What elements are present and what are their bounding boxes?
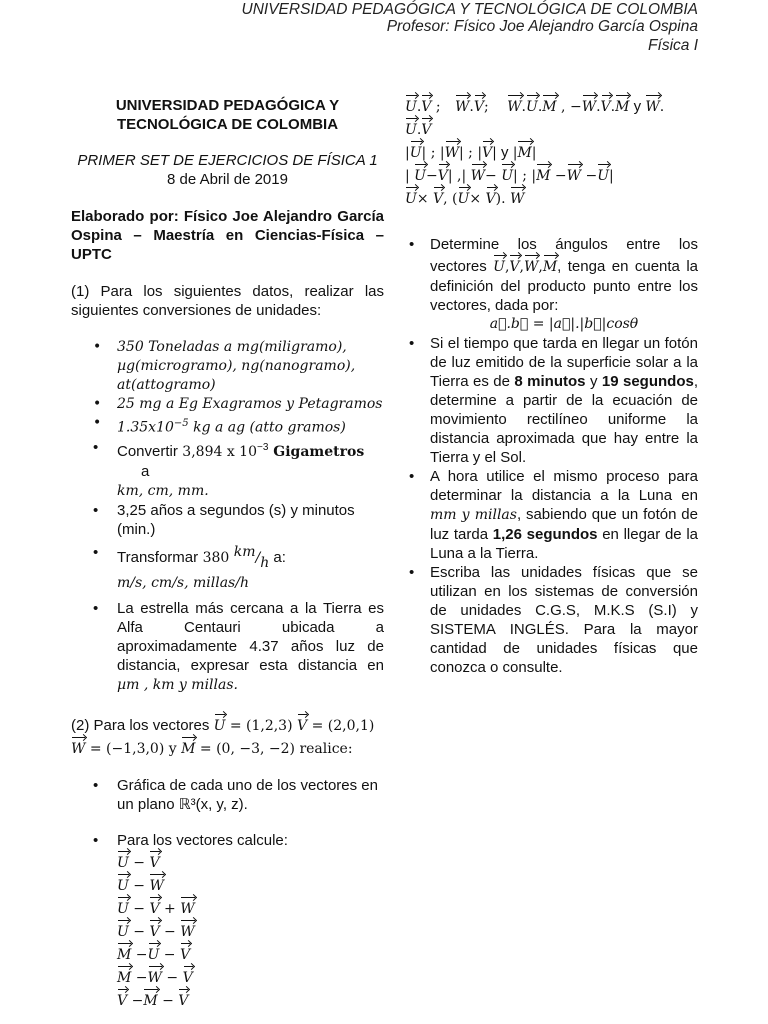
conversion-list: [71, 338, 384, 695]
list-item: [405, 334, 698, 467]
item-kg-rest: kg a ag (atto gramos): [188, 419, 346, 436]
list-item: [71, 831, 384, 1011]
vector-m-value: = (0, −3, −2) realice:: [195, 740, 353, 757]
sun-seconds: 19 segundos: [601, 373, 694, 390]
moon-text-c: en llegar de la Luna a la Tierra.: [430, 526, 699, 562]
expr-m-minus-u-minus-v: M −U − V: [117, 942, 384, 965]
item-mg: 25 mg a Eg Exagramos y Petagramos: [117, 396, 383, 412]
item-convert-targets: km, cm, mm.: [117, 482, 209, 499]
expr-m-minus-w-minus-v: M −W − V: [117, 965, 384, 988]
header-professor: Profesor: Físico Joe Alejandro García Ospina: [386, 18, 698, 35]
item-kg-base: 1.35x10: [117, 419, 174, 436]
list-item: [71, 776, 384, 814]
sun-text-b: y: [585, 373, 602, 390]
item-kg-exp: −5: [173, 418, 189, 429]
unit-h: h: [260, 554, 270, 571]
item-transform-value: 380: [198, 549, 234, 566]
section2-intro: [71, 713, 384, 759]
author-line: Elaborado por: Físico Joe Alejandro García Ospina – Maestría en Ciencias-Física – UPTC: [71, 208, 384, 263]
list-item: [71, 414, 384, 438]
item-convert-a: a: [141, 462, 150, 480]
units-systems-text: Escriba las unidades físicas que se utilizan en los sistemas de conversión de unidades C.G.S, M.K.S (S.I) y SISTEMA INGLÉS. Para la mayor cantidad de unidades físicas que conozca o consulte.: [430, 564, 698, 676]
moon-text-b: , sabiendo que un fotón de luz tarda: [430, 506, 698, 543]
list-item: [405, 467, 698, 563]
sun-minutes: 8 minutos: [514, 373, 586, 390]
vector-w: W: [71, 736, 85, 759]
calc-item: Para los vectores calcule:: [117, 831, 288, 849]
list-item: [71, 438, 384, 501]
header-university: UNIVERSIDAD PEDAGÓGICA Y TECNOLÓGICA DE COLOMBIA: [241, 1, 698, 18]
right-column: [405, 96, 698, 677]
section2-intro-label: (2) Para los vectores: [71, 716, 210, 734]
cross-products-line: U× V, (U× V). W: [405, 186, 698, 209]
doc-date: 8 de Abril de 2019: [167, 171, 288, 188]
vector-w-value: = (−1,3,0) y: [85, 740, 182, 757]
vector-list: [71, 776, 384, 1011]
unit-km: km: [233, 543, 256, 560]
list-item: • Transformar 380 km/h a: m/s, cm/s, millas/h: [71, 543, 384, 593]
item-convert-exp: −3: [257, 441, 269, 453]
vector-m: M: [181, 736, 195, 759]
list-item: [71, 599, 384, 695]
header-course: Física I: [648, 37, 698, 54]
list-item: [71, 395, 384, 414]
angles-text: Determine los ángulos entre los vectores: [430, 236, 698, 275]
item-convert-value: 3,894 x 10: [177, 443, 257, 460]
expr-u-minus-v: U − V: [117, 850, 384, 873]
item-convert-unit: Gigametros: [268, 443, 365, 460]
expr-u-minus-v-plus-w: U − V + W: [117, 896, 384, 919]
item-years: 3,25 años a segundos (s) y minutos (min.): [117, 501, 355, 538]
moon-seconds: 1,26 segundos: [492, 526, 598, 543]
item-transform-targets: m/s, cm/s, millas/h: [117, 574, 249, 591]
right-list: [405, 235, 698, 677]
vector-v-value: = (2,0,1): [307, 717, 375, 734]
expr-u-minus-w: U − W: [117, 873, 384, 896]
graph-item: Gráfica de cada uno de los vectores en un plano ℝ³(x, y, z).: [117, 776, 378, 813]
expr-u-minus-v-minus-w: U − V − W: [117, 919, 384, 942]
difference-magnitudes-line: | U−V| ,| W− U| ; |M −W −U|: [405, 163, 698, 186]
item-tons: 350 Toneladas a mg(miligramo), µg(microgramo), ng(nanogramo), at(attogramo): [117, 339, 356, 393]
left-column: [71, 96, 384, 1011]
angles-rest-text: , tenga en cuenta la definición del producto punto entre los vectores, dada por:: [430, 258, 698, 314]
section1-intro: (1) Para los siguientes datos, realizar las siguientes conversiones de unidades:: [71, 283, 384, 319]
moon-units: mm y millas: [430, 507, 517, 523]
moon-text-a: A hora utilice el mismo proceso para determinar la distancia a la Luna en: [430, 468, 698, 504]
item-convert-label: Convertir: [117, 442, 178, 460]
doc-university-title: [71, 96, 384, 134]
university-line-2: TECNOLÓGICA DE COLOMBIA: [116, 116, 339, 133]
item-alpha-centauri: La estrella más cercana a la Tierra es Alfa Centauri ubicada a aproximadamente 4.37 años luz de distancia, expresar esta distancia en: [117, 599, 384, 674]
set-title: PRIMER SET DE EJERCICIOS DE FÍSICA 1: [77, 152, 378, 169]
magnitudes-line: |U| ; |W| ; |V| y |M|: [405, 140, 698, 163]
vector-u-value: = (1,2,3): [225, 717, 298, 734]
dot-products-line-1: U.V ; W.V; W.U.M , −W.V.M y W.: [405, 94, 698, 117]
item-transform-label: Transformar: [117, 548, 199, 566]
list-item: • Determine los ángulos entre los vectores U,V,W,M, tenga en cuenta la definición del producto punto entre los vectores, dada por: a⃗.b⃗ = |a⃗|.|b⃗|cosθ: [405, 235, 698, 334]
list-item: [71, 338, 384, 395]
university-line-1: UNIVERSIDAD PEDAGÓGICA Y: [115, 97, 340, 114]
item-alpha-units: µm , km y millas.: [117, 676, 238, 693]
dot-products-line-2: U.V: [405, 117, 698, 140]
dot-formula: a⃗.b⃗ = |a⃗|.|b⃗|cosθ: [489, 316, 639, 332]
list-item: [71, 501, 384, 539]
list-item: [405, 563, 698, 677]
vector-u: U: [214, 713, 226, 736]
sun-text-c: , determine a partir de la ecuación de movimiento rectilíneo uniforme la distancia aproximada que hay entre la Tierra y el Sol.: [430, 373, 698, 466]
sun-text-a: Si el tiempo que tarda en llegar un fotón de luz emitido de la superficie solar a la Tierra es de: [430, 335, 698, 390]
vector-v: V: [297, 713, 307, 736]
item-transform-a: a:: [269, 548, 286, 566]
expr-v-minus-m-minus-v: V −M − V: [117, 988, 384, 1011]
